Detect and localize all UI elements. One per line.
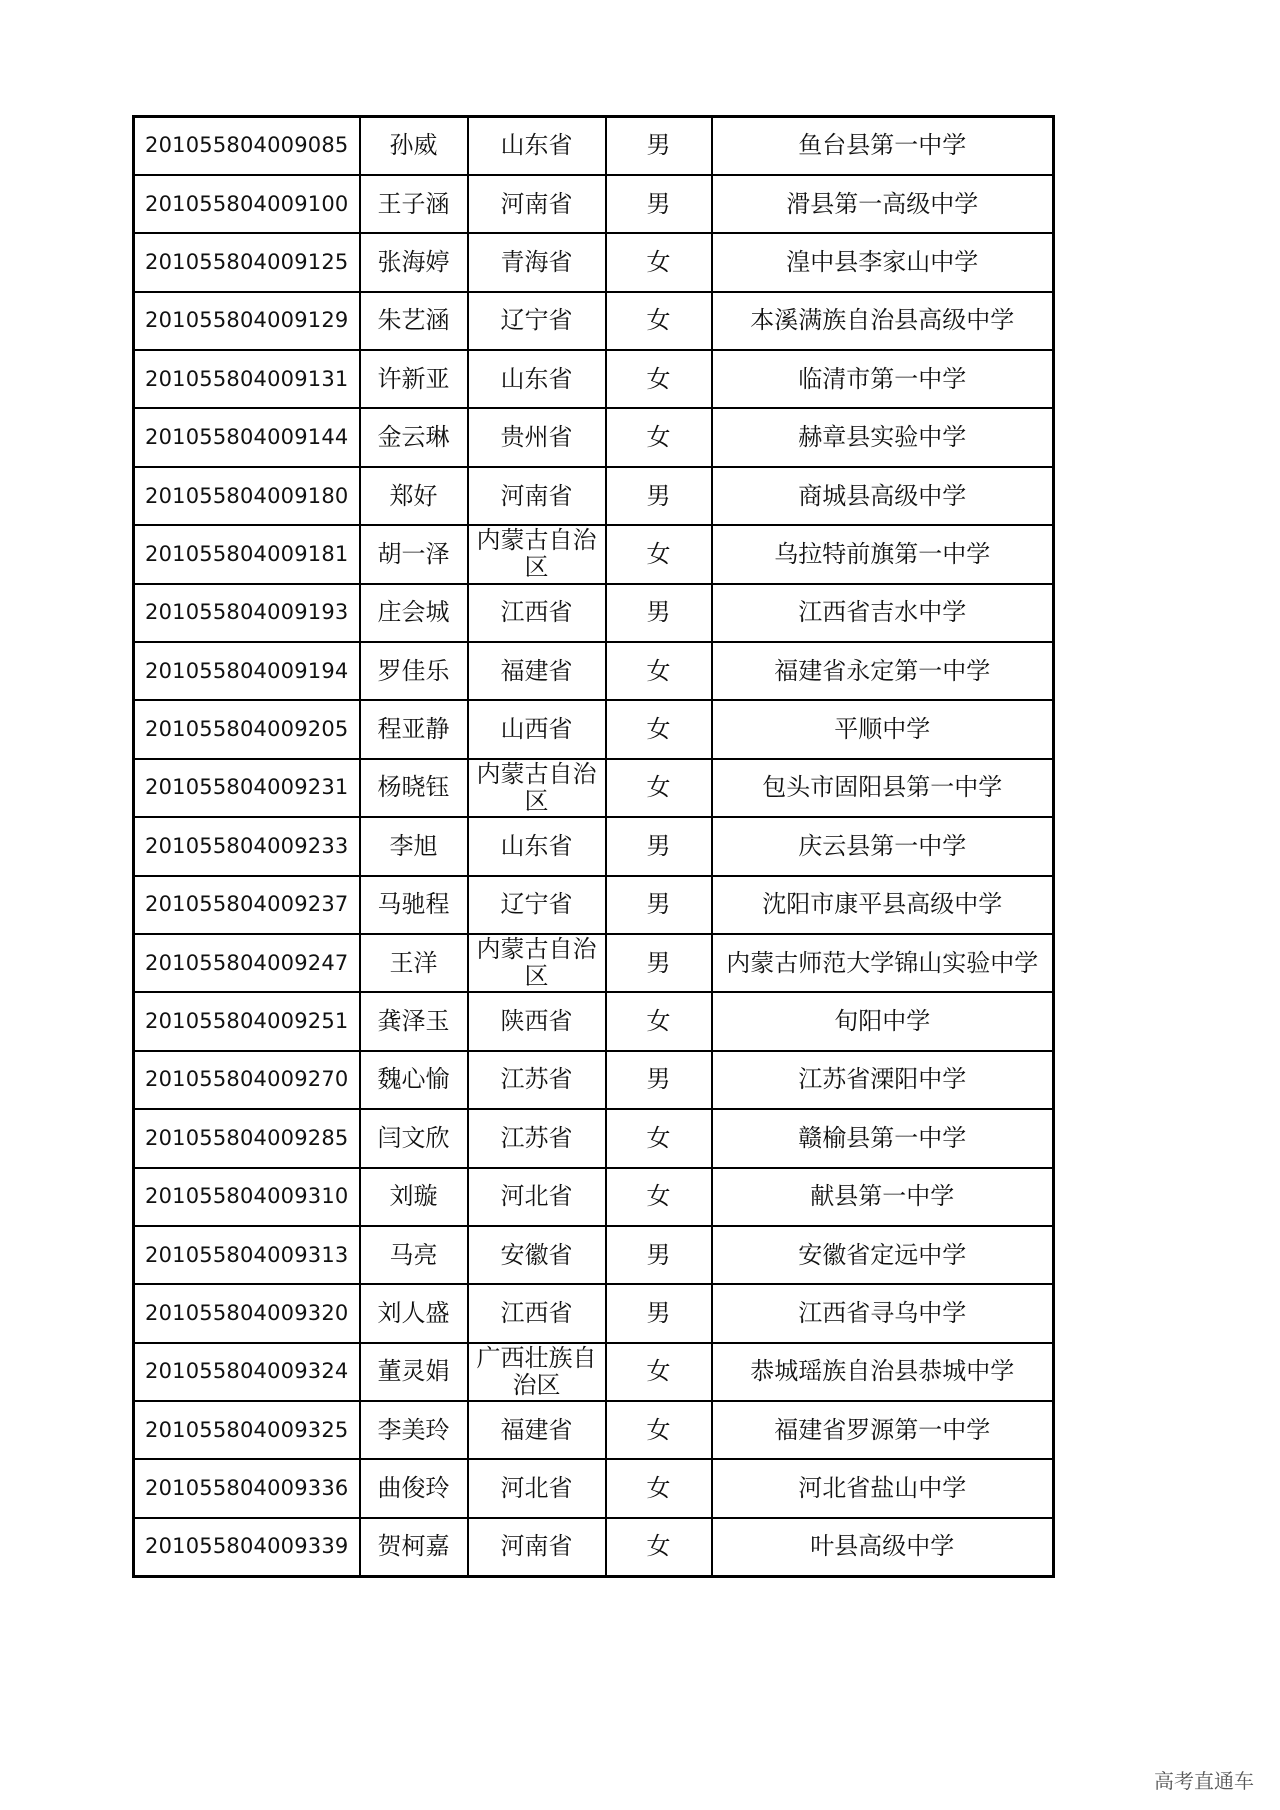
gender-cell: 女	[606, 1518, 712, 1576]
table-row	[134, 1459, 1054, 1517]
table-row	[134, 467, 1054, 525]
province-cell: 贵州省	[468, 408, 606, 466]
gender-cell: 女	[606, 1343, 712, 1401]
school-cell: 临清市第一中学	[712, 350, 1054, 408]
exam-id-cell: 201055804009320	[134, 1284, 360, 1342]
student-name-cell: 王子涵	[360, 175, 468, 233]
table-row	[134, 642, 1054, 700]
student-name-cell: 龚泽玉	[360, 992, 468, 1050]
student-name-cell: 刘璇	[360, 1168, 468, 1226]
student-name-cell: 李美玲	[360, 1401, 468, 1459]
table-row	[134, 1051, 1054, 1109]
gender-cell: 女	[606, 700, 712, 758]
gender-cell: 女	[606, 525, 712, 583]
gender-cell: 女	[606, 233, 712, 291]
exam-id-cell: 201055804009285	[134, 1109, 360, 1167]
student-name-cell: 王洋	[360, 934, 468, 992]
student-name-cell: 罗佳乐	[360, 642, 468, 700]
student-name-cell: 许新亚	[360, 350, 468, 408]
province-cell: 山西省	[468, 700, 606, 758]
table-row	[134, 1226, 1054, 1284]
province-cell: 江苏省	[468, 1051, 606, 1109]
student-roster-table	[132, 115, 1055, 1578]
exam-id-cell: 201055804009251	[134, 992, 360, 1050]
province-cell: 广西壮族自治区	[468, 1343, 606, 1401]
table-row	[134, 1343, 1054, 1401]
table-row	[134, 1284, 1054, 1342]
province-cell: 辽宁省	[468, 292, 606, 350]
table-row	[134, 759, 1054, 817]
school-cell: 滑县第一高级中学	[712, 175, 1054, 233]
student-name-cell: 闫文欣	[360, 1109, 468, 1167]
gender-cell: 女	[606, 1401, 712, 1459]
gender-cell: 女	[606, 350, 712, 408]
school-cell: 鱼台县第一中学	[712, 117, 1054, 175]
student-name-cell: 李旭	[360, 817, 468, 875]
school-cell: 乌拉特前旗第一中学	[712, 525, 1054, 583]
province-cell: 江西省	[468, 584, 606, 642]
province-cell: 内蒙古自治区	[468, 759, 606, 817]
exam-id-cell: 201055804009193	[134, 584, 360, 642]
gender-cell: 女	[606, 1168, 712, 1226]
gender-cell: 男	[606, 117, 712, 175]
gender-cell: 男	[606, 876, 712, 934]
school-cell: 叶县高级中学	[712, 1518, 1054, 1576]
province-cell: 河南省	[468, 467, 606, 525]
gender-cell: 女	[606, 1459, 712, 1517]
gender-cell: 女	[606, 642, 712, 700]
province-cell: 辽宁省	[468, 876, 606, 934]
gender-cell: 男	[606, 467, 712, 525]
province-cell: 山东省	[468, 117, 606, 175]
student-name-cell: 杨晓钰	[360, 759, 468, 817]
table-row	[134, 584, 1054, 642]
table-row	[134, 1518, 1054, 1576]
table-row	[134, 876, 1054, 934]
exam-id-cell: 201055804009237	[134, 876, 360, 934]
school-cell: 福建省永定第一中学	[712, 642, 1054, 700]
table-row	[134, 1168, 1054, 1226]
gender-cell: 女	[606, 992, 712, 1050]
province-cell: 河北省	[468, 1168, 606, 1226]
school-cell: 本溪满族自治县高级中学	[712, 292, 1054, 350]
student-name-cell: 孙威	[360, 117, 468, 175]
school-cell: 庆云县第一中学	[712, 817, 1054, 875]
province-cell: 山东省	[468, 350, 606, 408]
exam-id-cell: 201055804009180	[134, 467, 360, 525]
table-row	[134, 525, 1054, 583]
exam-id-cell: 201055804009231	[134, 759, 360, 817]
province-cell: 青海省	[468, 233, 606, 291]
school-cell: 平顺中学	[712, 700, 1054, 758]
gender-cell: 女	[606, 1109, 712, 1167]
exam-id-cell: 201055804009233	[134, 817, 360, 875]
school-cell: 福建省罗源第一中学	[712, 1401, 1054, 1459]
exam-id-cell: 201055804009205	[134, 700, 360, 758]
exam-id-cell: 201055804009131	[134, 350, 360, 408]
province-cell: 江西省	[468, 1284, 606, 1342]
province-cell: 福建省	[468, 642, 606, 700]
student-name-cell: 刘人盛	[360, 1284, 468, 1342]
province-cell: 福建省	[468, 1401, 606, 1459]
exam-id-cell: 201055804009144	[134, 408, 360, 466]
gender-cell: 男	[606, 1284, 712, 1342]
school-cell: 江西省吉水中学	[712, 584, 1054, 642]
province-cell: 山东省	[468, 817, 606, 875]
school-cell: 湟中县李家山中学	[712, 233, 1054, 291]
exam-id-cell: 201055804009181	[134, 525, 360, 583]
table-row	[134, 992, 1054, 1050]
student-name-cell: 金云琳	[360, 408, 468, 466]
exam-id-cell: 201055804009194	[134, 642, 360, 700]
exam-id-cell: 201055804009247	[134, 934, 360, 992]
exam-id-cell: 201055804009339	[134, 1518, 360, 1576]
province-cell: 河南省	[468, 1518, 606, 1576]
exam-id-cell: 201055804009324	[134, 1343, 360, 1401]
gender-cell: 男	[606, 1226, 712, 1284]
school-cell: 江苏省溧阳中学	[712, 1051, 1054, 1109]
gender-cell: 女	[606, 292, 712, 350]
watermark-text: 高考直通车	[1154, 1769, 1254, 1793]
gender-cell: 男	[606, 584, 712, 642]
table-row	[134, 1109, 1054, 1167]
province-cell: 安徽省	[468, 1226, 606, 1284]
gender-cell: 女	[606, 408, 712, 466]
province-cell: 河南省	[468, 175, 606, 233]
school-cell: 沈阳市康平县高级中学	[712, 876, 1054, 934]
school-cell: 赣榆县第一中学	[712, 1109, 1054, 1167]
student-name-cell: 贺柯嘉	[360, 1518, 468, 1576]
school-cell: 恭城瑶族自治县恭城中学	[712, 1343, 1054, 1401]
student-name-cell: 程亚静	[360, 700, 468, 758]
student-name-cell: 马驰程	[360, 876, 468, 934]
table-row	[134, 934, 1054, 992]
student-name-cell: 董灵娟	[360, 1343, 468, 1401]
gender-cell: 男	[606, 817, 712, 875]
school-cell: 包头市固阳县第一中学	[712, 759, 1054, 817]
school-cell: 商城县高级中学	[712, 467, 1054, 525]
student-name-cell: 胡一泽	[360, 525, 468, 583]
school-cell: 赫章县实验中学	[712, 408, 1054, 466]
student-name-cell: 张海婷	[360, 233, 468, 291]
table-row	[134, 408, 1054, 466]
student-name-cell: 朱艺涵	[360, 292, 468, 350]
gender-cell: 男	[606, 1051, 712, 1109]
table-row	[134, 117, 1054, 175]
table-row	[134, 350, 1054, 408]
school-cell: 江西省寻乌中学	[712, 1284, 1054, 1342]
gender-cell: 男	[606, 175, 712, 233]
exam-id-cell: 201055804009310	[134, 1168, 360, 1226]
school-cell: 内蒙古师范大学锦山实验中学	[712, 934, 1054, 992]
school-cell: 河北省盐山中学	[712, 1459, 1054, 1517]
province-cell: 河北省	[468, 1459, 606, 1517]
table-row	[134, 292, 1054, 350]
province-cell: 内蒙古自治区	[468, 934, 606, 992]
school-cell: 献县第一中学	[712, 1168, 1054, 1226]
gender-cell: 男	[606, 934, 712, 992]
exam-id-cell: 201055804009313	[134, 1226, 360, 1284]
roster-body	[134, 117, 1054, 1577]
student-name-cell: 郑好	[360, 467, 468, 525]
table-row	[134, 175, 1054, 233]
student-name-cell: 魏心愉	[360, 1051, 468, 1109]
exam-id-cell: 201055804009325	[134, 1401, 360, 1459]
student-name-cell: 马亮	[360, 1226, 468, 1284]
student-name-cell: 庄会城	[360, 584, 468, 642]
table-row	[134, 1401, 1054, 1459]
table-row	[134, 233, 1054, 291]
school-cell: 旬阳中学	[712, 992, 1054, 1050]
exam-id-cell: 201055804009100	[134, 175, 360, 233]
school-cell: 安徽省定远中学	[712, 1226, 1054, 1284]
exam-id-cell: 201055804009125	[134, 233, 360, 291]
exam-id-cell: 201055804009270	[134, 1051, 360, 1109]
exam-id-cell: 201055804009129	[134, 292, 360, 350]
province-cell: 陕西省	[468, 992, 606, 1050]
province-cell: 内蒙古自治区	[468, 525, 606, 583]
table-row	[134, 817, 1054, 875]
table-row	[134, 700, 1054, 758]
exam-id-cell: 201055804009336	[134, 1459, 360, 1517]
gender-cell: 女	[606, 759, 712, 817]
province-cell: 江苏省	[468, 1109, 606, 1167]
exam-id-cell: 201055804009085	[134, 117, 360, 175]
student-name-cell: 曲俊玲	[360, 1459, 468, 1517]
